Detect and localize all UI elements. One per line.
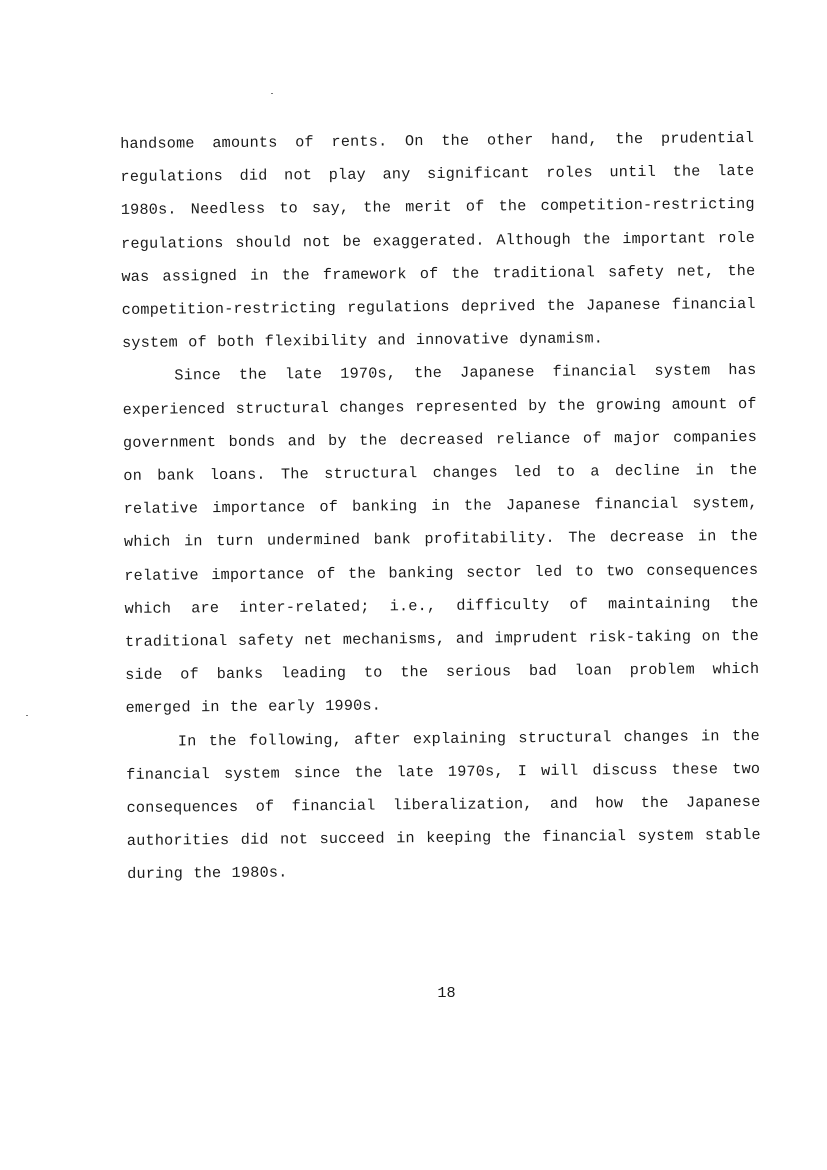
scan-speck [271,93,273,94]
scan-speck [26,715,28,716]
paragraph-continuation: handsome amounts of rents. On the other hand, the prudential regulations did not play any significant roles until the late 1980s. Needless to say, the merit of the competition-restricting regulations should not be exaggerated. Although the important role was assigned in the framework of the traditional safety net, the competition-restricting regulations deprived the Japanese financial system of both flexibility and innovative dynamism. [120,128,756,353]
paragraph-structural-changes: Since the late 1970s, the Japanese financial system has experienced structural changes represented by the growing amount of government bonds and by the decreased reliance of major companies on bank loans. The structural changes led to a decline in the relative importance of banking in the Japanese financial system, which in turn undermined bank profitability. The decrease in the relative importance of the banking sector led to two consequences which are inter-related; i.e., difficulty of maintaining the traditional safety net mechanisms, and imprudent risk-taking on the side of banks leading to the serious bad loan problem which emerged in the early 1990s. [122,361,760,718]
page-number: 18 [437,984,456,1002]
paragraph-following: In the following, after explaining structural changes in the financial system since the late 1970s, I will discuss these two consequences of financial liberalization, and how the Japanese authorities did not succeed in keeping the financial system stable during the 1980s. [126,726,761,884]
body-text [120,122,761,892]
